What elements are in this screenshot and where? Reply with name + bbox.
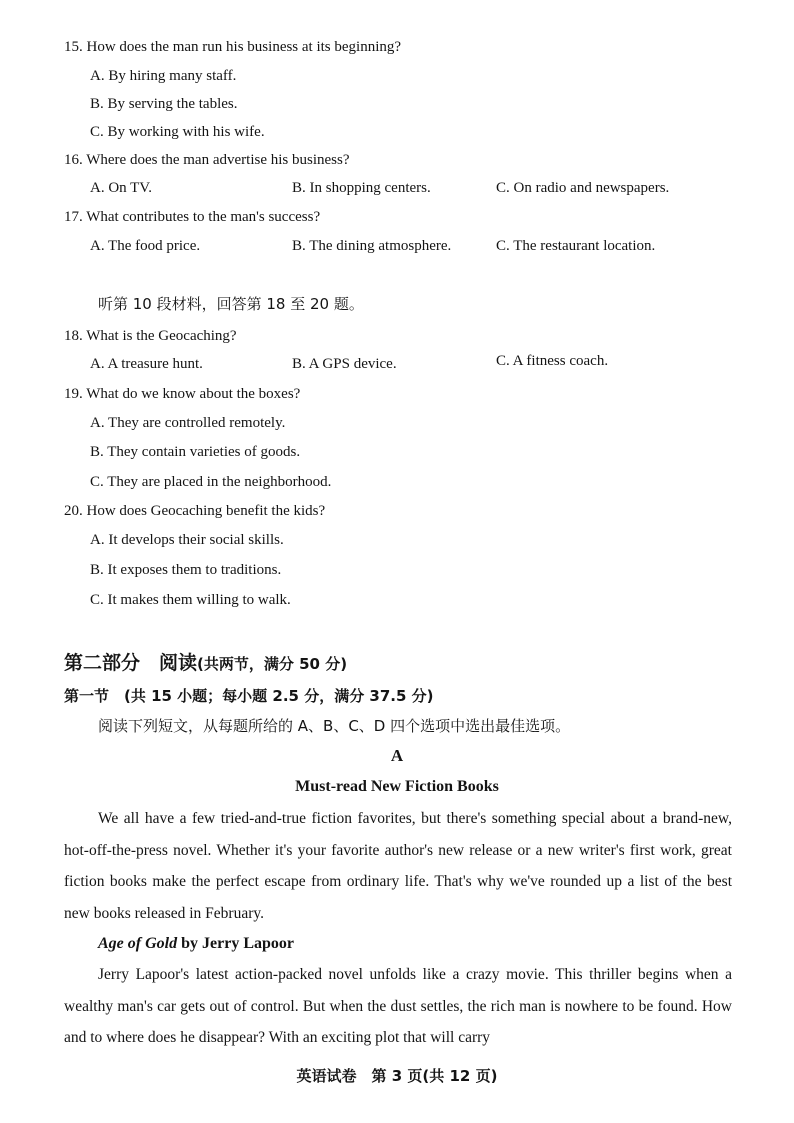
question-17-option-a: A. The food price.: [90, 238, 201, 254]
question-20-option-b: B. It exposes them to traditions.: [90, 562, 282, 578]
passage-letter: A: [390, 746, 404, 765]
question-15-option-c: C. By working with his wife.: [90, 124, 265, 140]
question-17-option-b: B. The dining atmosphere.: [292, 238, 452, 254]
question-16-option-c: C. On radio and newspapers.: [496, 180, 670, 196]
question-20-option-a: A. It develops their social skills.: [90, 532, 284, 548]
part2-heading: [64, 651, 347, 676]
book1-text: Jerry Lapoor's latest action-packed novel unfolds like a crazy movie. This thriller begins when a wealthy man's car gets out of control. But when the dust settles, the rich man is nowhere to be found. How and to where does he disappear? With an exciting plot that will carry: [64, 966, 732, 1046]
question-20-option-c: C. It makes them willing to walk.: [90, 592, 291, 608]
page-footer: 英语试卷 第 3 页(共 12 页): [296, 1067, 498, 1085]
book1-heading: [98, 934, 294, 954]
question-17-stem: 17. What contributes to the man's success?: [64, 209, 321, 225]
question-19-option-a: A. They are controlled remotely.: [90, 415, 286, 431]
question-19-option-c: C. They are placed in the neighborhood.: [90, 474, 332, 490]
question-17-option-c: C. The restaurant location.: [496, 238, 656, 254]
book1-author: by Jerry Lapoor: [177, 935, 294, 952]
book1-paragraph: [64, 959, 732, 1054]
question-18-stem: 18. What is the Geocaching?: [64, 328, 237, 344]
part2-title: 第二部分 阅读: [64, 652, 198, 674]
part2-title-note: (共两节，满分 50 分): [197, 655, 348, 673]
question-15-stem: 15. How does the man run his business at its beginning?: [64, 39, 402, 55]
question-16-option-b: B. In shopping centers.: [292, 180, 431, 196]
listening-instruction: 听第 10 段材料，回答第 18 至 20 题。: [98, 295, 364, 313]
question-15-option-b: B. By serving the tables.: [90, 96, 238, 112]
question-19-option-b: B. They contain varieties of goods.: [90, 444, 301, 460]
question-16-stem: 16. Where does the man advertise his business?: [64, 152, 350, 168]
passage-intro-paragraph: [64, 803, 732, 929]
question-19-stem: 19. What do we know about the boxes?: [64, 386, 301, 402]
reading-instruction: 阅读下列短文，从每题所给的 A、B、C、D 四个选项中选出最佳选项。: [98, 717, 571, 735]
section1-heading: 第一节 (共 15 小题；每小题 2.5 分，满分 37.5 分): [64, 687, 434, 705]
question-18-option-b: B. A GPS device.: [292, 356, 397, 372]
question-18-option-a: A. A treasure hunt.: [90, 356, 203, 372]
question-20-stem: 20. How does Geocaching benefit the kids?: [64, 503, 326, 519]
passage-title: Must-read New Fiction Books: [295, 778, 499, 795]
question-15-option-a: A. By hiring many staff.: [90, 68, 237, 84]
question-16-option-a: A. On TV.: [90, 180, 152, 196]
passage-intro-text: We all have a few tried-and-true fiction favorites, but there's something special about a brand-new, hot-off-the-press novel. Whether it's your favorite author's new release or a new writer's first work, great fiction books make the perfect escape from ordinary life. That's why we've rounded up a list of the best new books released in February.: [64, 810, 732, 922]
question-18-option-c: C. A fitness coach.: [496, 353, 609, 369]
book1-title: Age of Gold: [98, 935, 178, 952]
